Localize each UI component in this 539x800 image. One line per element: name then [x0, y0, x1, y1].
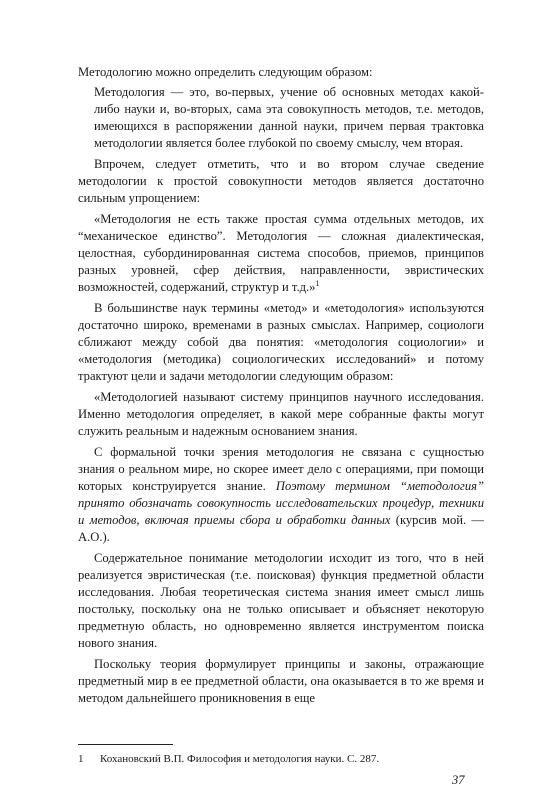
quote-methodology-text: «Методология не есть также простая сумма отдельных методов, их “механическое единство”. Методология — сложная диалектическая, целостная, субординированная система способов, приемов, принципов разных уровней, сфер действия, направленности, эвристических возможностей, содержаний, структур и т.д.»	[78, 212, 484, 294]
quote-sociology: «Методологией называют систему принципов научного исследования. Именно методология определяет, в какой мере собранные факты могут служить реальным и надежным основанием знания.	[78, 390, 484, 438]
paragraph-formal-note: (курсив мой. — А.О.).	[78, 513, 484, 544]
paragraph-theory: Поскольку теория формулирует принципы и законы, отражающие предметный мир в ее предметной области, она оказывается в то же время и методом дальнейшего проникновения в еще	[78, 657, 484, 705]
page-body	[78, 64, 484, 711]
footnote-reference[interactable]: 1	[315, 278, 320, 288]
quote-methodology	[78, 211, 484, 296]
paragraph-formal	[78, 444, 484, 546]
paragraph-formal-text: С формальной точки зрения методология не связана с сущностью знания о реальном мире, но скорее имеет дело с операциями, при помощи которых конструируется знание.	[78, 445, 484, 493]
paragraph-content: Содержательное понимание методологии исходит из того, что в ней реализуется эвристическая (т.е. поисковая) функция предметной области исследования. Любая теоретическая система знания имеет смысл лишь постольку, поскольку она не только описывает и объясняет некоторую предметную область, но одновременно является инструментом поиска нового знания.	[78, 551, 484, 650]
footnote-number: 1	[78, 753, 84, 765]
paragraph-remark: Впрочем, следует отметить, что и во втором случае сведение методологии к простой совокупности методов является достаточно сильным упрощением:	[78, 157, 484, 205]
page-number: 37	[452, 773, 465, 787]
paragraph-intro: Методологию можно определить следующим образом:	[78, 65, 373, 79]
paragraph-definition: Методология — это, во-первых, учение об основных методах какой-либо науки и, во-вторых, сама эта совокупность методов, т.е. методов, имеющихся в распоряжении данной науки, причем первая трактовка методологии является более глубокой по своему смыслу, чем вторая.	[94, 85, 484, 150]
footnote-divider	[78, 744, 173, 745]
paragraph-formal-italic: Поэтому термином “методология” принято обозначать совокупность исследовательских процедур, техники и методов, включая приемы сбора и обработки данных	[78, 479, 484, 527]
footnote-text: Кохановский В.П. Философия и методология науки. С. 287.	[100, 753, 380, 765]
paragraph-sociology: В большинстве наук термины «метод» и «методология» используются достаточно широко, временами в разных смыслах. Например, социологи сближают между собой два понятия: «методология социологии» и «методология (методика) социологических исследований» и потому трактуют цели и задачи методологии следующим образом:	[78, 301, 484, 383]
footnote	[78, 752, 484, 766]
